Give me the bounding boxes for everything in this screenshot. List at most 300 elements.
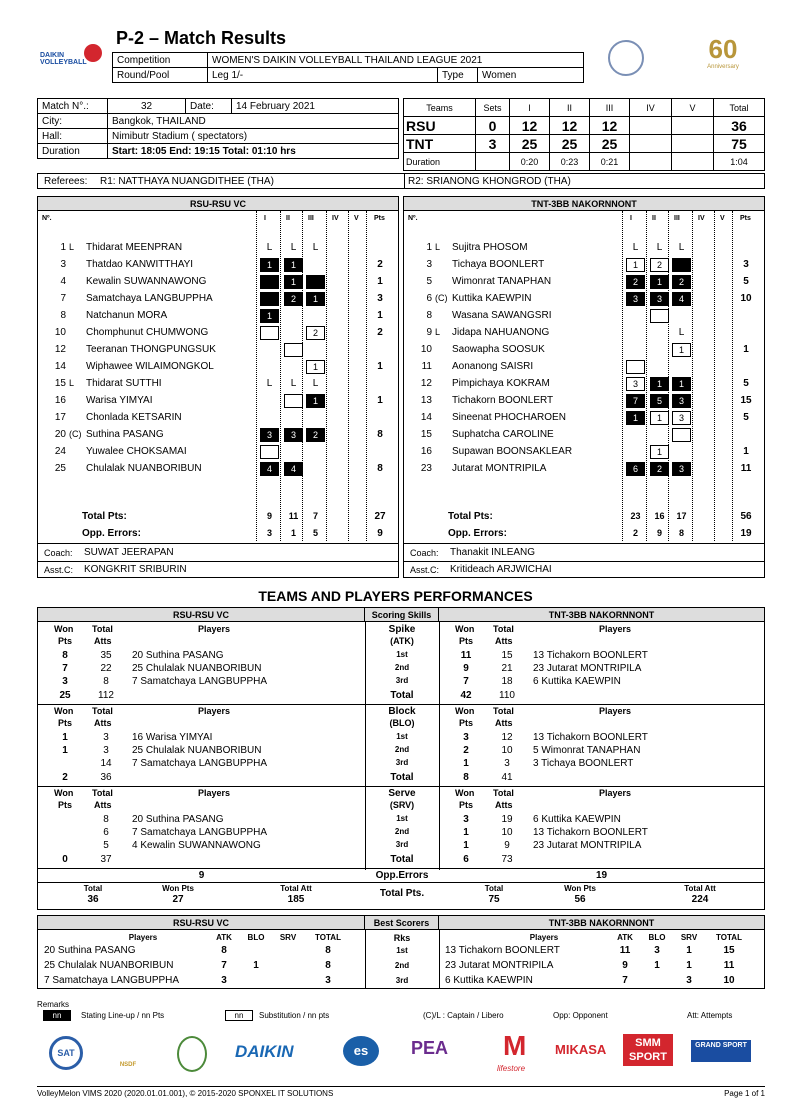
set-total: 11: [288, 511, 299, 521]
performer: 5 Wimonrat TANAPHAN: [533, 745, 641, 756]
player-number: 14: [54, 361, 66, 372]
won-total: 8: [463, 772, 469, 783]
player-points: 5: [743, 276, 749, 287]
set-box: 1: [672, 343, 691, 357]
player-name: Warisa YIMYAI: [86, 395, 153, 406]
daikin-logo: [40, 44, 102, 72]
player-name: Sujitra PHOSOM: [452, 242, 528, 253]
column-divider: [646, 211, 647, 541]
es-logo: es: [343, 1036, 379, 1066]
totals-value: 185: [287, 894, 305, 905]
performances-title: TEAMS AND PLAYERS PERFORMANCES: [258, 588, 533, 604]
set-box: 4: [672, 292, 691, 306]
best-stat: 8: [325, 945, 331, 956]
total-attempts: 19: [501, 814, 513, 825]
player-number: 15: [54, 378, 66, 389]
opponent-legend: Opp: Opponent: [553, 1011, 608, 1020]
set-total: 23: [630, 511, 641, 521]
performer: 23 Jutarat MONTRIPILA: [533, 663, 642, 674]
score-h-s2: II: [550, 99, 590, 117]
competition-label: Competition: [113, 53, 208, 68]
score-h-total: Total: [714, 99, 765, 117]
pts-head: Pts: [58, 718, 73, 728]
set-box: 2: [306, 428, 325, 442]
attempts-total: 37: [100, 854, 112, 865]
skill-rank: 2nd: [394, 827, 410, 836]
total-attempts: 10: [501, 827, 513, 838]
player-name: Kewalin SUWANNAWONG: [86, 276, 207, 287]
player-name: Thidarat SUTTHI: [86, 378, 162, 389]
totals-value: 224: [691, 894, 709, 905]
won-points: 11: [460, 650, 472, 661]
column-divider: [348, 211, 349, 541]
skill-rank: 3rd: [395, 676, 409, 685]
set-box: 5: [650, 394, 669, 408]
asst-coach-label: Asst.C:: [44, 565, 74, 575]
type-label: Type: [438, 68, 478, 83]
referee-1: R1: NATTHAYA NUANGDITHEE (THA): [100, 176, 274, 187]
duration-label: Duration: [38, 144, 108, 159]
best-head: TOTAL: [315, 933, 341, 942]
player-points: 10: [740, 293, 752, 304]
player-name: Samatchaya LANGBUPPHA: [86, 293, 213, 304]
players-head: Players: [198, 624, 231, 634]
skill-total-label: Total: [390, 772, 414, 783]
player-number: 12: [420, 378, 432, 389]
player-points: 1: [743, 344, 749, 355]
federation-seal: [608, 40, 644, 76]
player-name: Saowapha SOOSUK: [452, 344, 545, 355]
set-box: [260, 292, 279, 306]
player-number: 16: [54, 395, 66, 406]
player-name: Tichaya BOONLERT: [452, 259, 545, 270]
atts-head: Atts: [495, 718, 513, 728]
totals-head: Total Att: [280, 884, 312, 893]
pts-head: Pts: [58, 636, 73, 646]
skill-name: Spike: [388, 624, 416, 635]
set-box: 6: [626, 462, 645, 476]
skill-total-label: Total: [390, 690, 414, 701]
lineup-colhead-no: Nº.: [42, 215, 52, 222]
set-box: 3: [672, 394, 691, 408]
won-total: 42: [460, 690, 472, 701]
performer: 23 Jutarat MONTRIPILA: [533, 840, 642, 851]
attempts-total: 110: [499, 690, 515, 701]
lineup-colhead-s3: III: [674, 215, 680, 222]
skill-rank: 2nd: [394, 663, 410, 672]
attempts-total: 36: [100, 772, 112, 783]
set-box: [260, 445, 279, 459]
total-head: Total: [92, 788, 113, 798]
total-attempts: 12: [501, 732, 513, 743]
atts-head: Atts: [495, 636, 513, 646]
attempts-total: 112: [98, 690, 114, 701]
match-no: 32: [108, 99, 186, 114]
lineup-colhead-pts: Pts: [374, 215, 385, 222]
best-stat: 1: [253, 960, 259, 971]
totals-value: 27: [172, 894, 184, 905]
won-head: Won: [54, 706, 74, 716]
skill-name: Serve: [388, 788, 416, 799]
total-attempts: 8: [103, 676, 109, 687]
won-total: 2: [62, 772, 68, 783]
player-number: 11: [421, 361, 432, 372]
won-points: 8: [62, 650, 68, 661]
player-points: 2: [377, 327, 383, 338]
total-attempts: 10: [501, 745, 513, 756]
set-box: 2: [650, 462, 669, 476]
totals-head: Won Pts: [162, 884, 194, 893]
coach-label: Coach:: [410, 548, 439, 558]
performer: 25 Chulalak NUANBORIBUN: [132, 745, 262, 756]
referees-bar: [37, 173, 765, 189]
set-mark: L: [312, 378, 319, 389]
player-points: 5: [743, 378, 749, 389]
player-tag: (C): [69, 429, 82, 439]
best-player: 20 Suthina PASANG: [44, 945, 136, 956]
performer: 13 Tichakorn BOONLERT: [533, 732, 648, 743]
team2-set2: 25: [550, 135, 590, 153]
total-head: Total: [493, 624, 514, 634]
set-mark: L: [266, 378, 273, 389]
set-box: 1: [306, 360, 325, 374]
set-box: 7: [626, 394, 645, 408]
set-box: 1: [284, 275, 303, 289]
set3-duration: 0:21: [590, 153, 630, 171]
atts-head: Atts: [495, 800, 513, 810]
best-stat: 9: [622, 960, 628, 971]
asst-coach-label: Asst.C:: [410, 565, 440, 575]
player-name: Tichakorn BOONLERT: [452, 395, 554, 406]
atts-head: Atts: [94, 636, 112, 646]
best-stat: 3: [221, 975, 227, 986]
player-points: 11: [740, 463, 752, 474]
skill-abbr: (BLO): [389, 718, 415, 728]
set-opp-errors: 2: [632, 528, 638, 538]
player-name: Suphatcha CAROLINE: [452, 429, 554, 440]
won-points: 1: [62, 745, 68, 756]
column-divider: [622, 211, 623, 541]
total-attempts: 5: [103, 840, 109, 851]
perf-row-divider: [38, 868, 764, 869]
player-tag: L: [69, 378, 75, 388]
set-box: 1: [650, 275, 669, 289]
set-box: 1: [650, 411, 669, 425]
totals-value: 75: [488, 894, 500, 905]
best-head: BLO: [648, 933, 666, 942]
opp-errors-label: Opp. Errors:: [448, 528, 507, 539]
player-points: 1: [377, 276, 383, 287]
lineup-divider: [38, 561, 398, 562]
best-head: SRV: [279, 933, 297, 942]
score-h-s1: I: [510, 99, 550, 117]
match-no-label: Match N°.:: [38, 99, 108, 114]
page-title: P-2 – Match Results: [116, 28, 287, 48]
total-attempts: 21: [501, 663, 513, 674]
coach-name: Thanakit INLEANG: [450, 547, 536, 558]
player-name: Pimpichaya KOKRAM: [452, 378, 550, 389]
player-name: Natchanun MORA: [86, 310, 168, 321]
set-box: 1: [650, 445, 669, 459]
column-divider: [326, 211, 327, 541]
best-stat: 3: [654, 945, 660, 956]
total-attempts: 35: [100, 650, 112, 661]
coach-label: Coach:: [44, 548, 73, 558]
set2-duration: 0:23: [550, 153, 590, 171]
player-name: Wasana SAWANGSRI: [452, 310, 552, 321]
set1-duration: 0:20: [510, 153, 550, 171]
player-name: Chulalak NUANBORIBUN: [86, 463, 202, 474]
column-divider: [714, 211, 715, 541]
player-number: 8: [426, 310, 432, 321]
skill-total-label: Total: [390, 854, 414, 865]
total-attempts: 8: [103, 814, 109, 825]
best-head: ATK: [617, 933, 633, 942]
set-mark: L: [678, 242, 685, 253]
performer: 13 Tichakorn BOONLERT: [533, 650, 648, 661]
emblem-logo: [177, 1036, 207, 1072]
best-head: BLO: [247, 933, 265, 942]
player-points: 3: [743, 259, 749, 270]
performer: 7 Samatchaya LANGBUPPHA: [132, 827, 268, 838]
set-total: 17: [676, 511, 687, 521]
lineup-colhead-s1: I: [264, 215, 266, 222]
match-duration: Start: 18:05 End: 19:15 Total: 01:10 hrs: [108, 144, 399, 159]
starting-legend: Stating Line-up / nn Pts: [81, 1011, 165, 1020]
best-stat: 15: [723, 945, 735, 956]
player-number: 3: [60, 259, 66, 270]
won-points: 9: [463, 663, 469, 674]
players-head: Players: [599, 706, 632, 716]
match-date: 14 February 2021: [232, 99, 399, 114]
player-name: Kuttika KAEWPIN: [452, 293, 532, 304]
player-name: Jidapa NAHUANONG: [452, 327, 550, 338]
total-duration: 1:04: [714, 153, 765, 171]
player-number: 5: [426, 276, 432, 287]
performer: 4 Kewalin SUWANNAWONG: [132, 840, 261, 851]
skill-rank: 2nd: [394, 745, 410, 754]
player-points: 5: [743, 412, 749, 423]
set-box: 1: [306, 292, 325, 306]
won-points: 3: [463, 814, 469, 825]
performer: 25 Chulalak NUANBORIBUN: [132, 663, 262, 674]
performer: 7 Samatchaya LANGBUPPHA: [132, 758, 268, 769]
referee-2: R2: SRIANONG KHONGROD (THA): [408, 176, 571, 187]
set-box: [672, 428, 691, 442]
perf-row-divider: [38, 786, 764, 787]
best-col-divider: [439, 930, 440, 988]
footer-credit: VolleyMelon VIMS 2020 (2020.01.01.001), © 2015-2020 SPONXEL IT SOLUTIONS: [37, 1089, 334, 1098]
player-points: 1: [743, 446, 749, 457]
player-number: 23: [420, 463, 432, 474]
best-team-b: TNT-3BB NAKORNNONT: [439, 916, 764, 930]
set-mark: L: [290, 242, 297, 253]
date-label: Date:: [186, 99, 232, 114]
best-player: 25 Chulalak NUANBORIBUN: [44, 960, 174, 971]
best-label: Best Scorers: [365, 916, 439, 930]
opp-errors-total: 19: [740, 528, 752, 539]
score-h-s5: V: [672, 99, 714, 117]
column-divider: [256, 211, 257, 541]
player-points: 15: [740, 395, 752, 406]
total-attempts: 9: [504, 840, 510, 851]
lineup-team-name: TNT-3BB NAKORNNONT: [404, 197, 764, 211]
set-box: 3: [672, 462, 691, 476]
best-head: SRV: [680, 933, 698, 942]
players-head: Players: [599, 788, 632, 798]
player-number: 12: [54, 344, 66, 355]
player-name: Teeranan THONGPUNGSUK: [86, 344, 216, 355]
footer: [37, 1086, 765, 1098]
total-head: Total: [493, 788, 514, 798]
player-number: 6: [426, 293, 432, 304]
total-points: 56: [740, 511, 752, 522]
best-rank: 3rd: [395, 976, 409, 985]
player-name: Jutarat MONTRIPILA: [452, 463, 547, 474]
lineup-divider: [404, 543, 764, 544]
won-points: 1: [463, 827, 469, 838]
best-stat: 10: [723, 975, 735, 986]
won-points: 7: [62, 663, 68, 674]
set-opp-errors: 9: [656, 528, 662, 538]
perf-col-divider: [439, 622, 440, 870]
best-stat: 7: [622, 975, 628, 986]
player-number: 25: [54, 463, 66, 474]
sat-logo: SAT: [49, 1036, 83, 1070]
match-hall: Nimibutr Stadium ( spectators): [108, 129, 399, 144]
set-box: [260, 275, 279, 289]
atts-head: Atts: [94, 800, 112, 810]
type-value: Women: [478, 68, 584, 83]
attempts-total: 73: [501, 854, 513, 865]
anniversary-text: Anniversary: [707, 64, 739, 70]
player-name: Wimonrat TANAPHAN: [452, 276, 552, 287]
lineup-team-name: RSU-RSU VC: [38, 197, 398, 211]
team1-set1: 12: [510, 117, 550, 135]
won-total: 0: [62, 854, 68, 865]
total-attempts: 18: [501, 676, 513, 687]
pea-logo: PEA: [411, 1038, 449, 1058]
performer: 13 Tichakorn BOONLERT: [533, 827, 648, 838]
player-tag: L: [435, 242, 441, 252]
performer: 6 Kuttika KAEWPIN: [533, 676, 621, 687]
set-box: [306, 275, 325, 289]
daikin-logo-text: DAIKIN VOLLEYBALL: [40, 52, 87, 66]
performer: 20 Suthina PASANG: [132, 650, 224, 661]
total-attempts: 3: [504, 758, 510, 769]
captain-legend: (C)/L : Captain / Libero: [423, 1011, 504, 1020]
competition-value: WOMEN'S DAIKIN VOLLEYBALL THAILAND LEAGUE 2021: [208, 53, 584, 68]
round-value: Leg 1/-: [208, 68, 438, 83]
score-h-s3: III: [590, 99, 630, 117]
player-number: 9: [426, 327, 432, 338]
player-number: 10: [420, 344, 432, 355]
attempts-legend: Att: Attempts: [687, 1011, 733, 1020]
total-head: Total: [493, 706, 514, 716]
match-info-table: [37, 98, 399, 159]
best-stat: 8: [221, 945, 227, 956]
best-stat: 7: [221, 960, 227, 971]
lineup-colhead-s2: II: [286, 215, 290, 222]
set-box: 2: [284, 292, 303, 306]
total-pts-label: Total Pts.: [379, 888, 425, 899]
best-player: 23 Jutarat MONTRIPILA: [445, 960, 554, 971]
set-box: [626, 360, 645, 374]
atts-head: Atts: [94, 718, 112, 728]
lineup-team-a: [37, 196, 399, 578]
mikasa-logo: MIKASA: [555, 1042, 607, 1057]
set-mark: L: [632, 242, 639, 253]
sub-legend: Substitution / nn pts: [259, 1011, 330, 1020]
column-divider: [366, 211, 367, 541]
won-head: Won: [455, 788, 475, 798]
player-number: 7: [60, 293, 66, 304]
score-h-s4: IV: [630, 99, 672, 117]
won-points: 3: [463, 732, 469, 743]
performer: 7 Samatchaya LANGBUPPHA: [132, 676, 268, 687]
set-box: 3: [650, 292, 669, 306]
team1-set3: 12: [590, 117, 630, 135]
opp-errors-total: 9: [377, 528, 383, 539]
won-total: 25: [59, 690, 71, 701]
player-number: 8: [60, 310, 66, 321]
rks-head: Rks: [393, 933, 411, 943]
skill-abbr: (SRV): [389, 800, 415, 810]
total-attempts: 3: [103, 745, 109, 756]
team2-code: TNT: [404, 135, 476, 153]
smm-sport-logo: SMM SPORT: [623, 1034, 673, 1066]
won-points: 1: [62, 732, 68, 743]
best-stat: 1: [686, 960, 692, 971]
won-points: 1: [463, 758, 469, 769]
opp-errors-label: Opp.Errors: [375, 870, 429, 881]
set-total: 7: [312, 511, 318, 521]
players-head: Players: [599, 624, 632, 634]
asst-coach-name: KONGKRIT SRIBURIN: [84, 564, 187, 575]
player-name: Chonlada KETSARIN: [86, 412, 182, 423]
skill-rank: 1st: [396, 814, 408, 823]
asst-coach-name: Kritideach ARJWICHAI: [450, 564, 552, 575]
player-number: 24: [54, 446, 66, 457]
team1-sets: 0: [476, 117, 510, 135]
score-h-sets: Sets: [476, 99, 510, 117]
total-head: Total: [92, 706, 113, 716]
set-opp-errors: 5: [312, 528, 318, 538]
player-points: 8: [377, 463, 383, 474]
set-box: [284, 394, 303, 408]
total-pts-label: Total Pts:: [448, 511, 493, 522]
player-name: Suthina PASANG: [86, 429, 164, 440]
best-stat: 11: [619, 945, 631, 956]
set-box: 4: [284, 462, 303, 476]
lineup-colhead-s1: I: [630, 215, 632, 222]
pts-head: Pts: [58, 800, 73, 810]
player-number: 13: [420, 395, 432, 406]
remarks: [37, 1000, 765, 1020]
won-head: Won: [54, 624, 74, 634]
set-mark: L: [266, 242, 273, 253]
best-player: 6 Kuttika KAEWPIN: [445, 975, 533, 986]
total-pts-label: Total Pts:: [82, 511, 127, 522]
grand-sport-logo: GRAND SPORT: [691, 1040, 751, 1062]
set-opp-errors: 3: [266, 528, 272, 538]
won-points: 2: [463, 745, 469, 756]
best-head: Players: [529, 933, 559, 942]
best-stat: 3: [686, 975, 692, 986]
set-opp-errors: 1: [290, 528, 296, 538]
m-logo: M: [503, 1030, 527, 1061]
set-box: 1: [306, 394, 325, 408]
